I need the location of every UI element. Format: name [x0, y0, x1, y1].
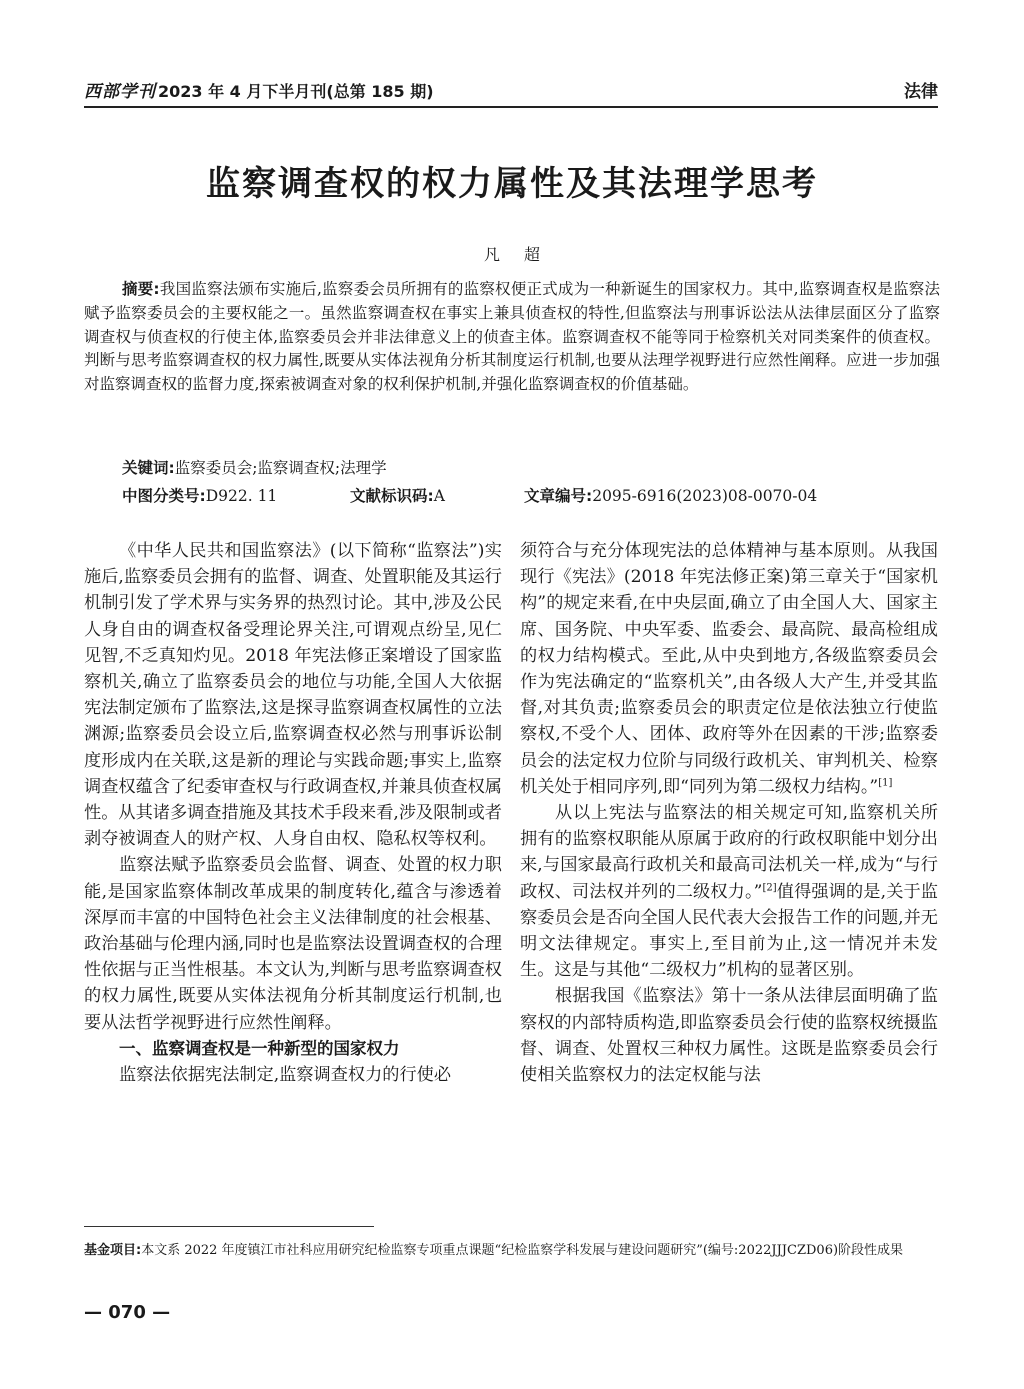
section-heading: 一、监察调查权是一种新型的国家权力 — [119, 1038, 400, 1058]
paragraph: 监察法依据宪法制定,监察调查权力的行使必 — [119, 1065, 452, 1086]
footnote-label: 基金项目: — [84, 1243, 142, 1258]
article-title: 监察调查权的权力属性及其法理学思考 — [206, 164, 818, 204]
footnote-divider — [84, 1226, 374, 1227]
body-column-left — [84, 538, 502, 1088]
citation-marker: [2] — [762, 881, 777, 893]
paragraph: 监察法赋予监察委员会监督、调查、处置的权力职能,是国家监察体制改革成果的制度转化,蕴含与渗透着深厚而丰富的中国特色社会主义法律制度的社会根基、政治基础与伦理内涵,同时也是监察法设置调查权的合理性依据与正当性根基。本文认为,判断与思考监察调查权的权力属性,既要从实体法视角分析其制度运行机制,也要从法哲学视野进行应然性阐释。 — [84, 855, 502, 1033]
article-no-value: 2095-6916(2023)08-0070-04 — [592, 487, 818, 505]
citation-marker: [1] — [878, 777, 893, 789]
journal-logo: 西部学刊 — [84, 82, 156, 102]
paragraph: 根据我国《监察法》第十一条从法律层面明确了监察权的内部特质构造,即监察委员会行使的监察权统摄监督、调查、处置权三种权力属性。这既是监察委员会行使相关监察权力的法定权能与法 — [520, 986, 938, 1086]
article-no-label: 文章编号: — [524, 487, 593, 505]
abstract — [84, 278, 940, 397]
article-no-item — [524, 484, 817, 506]
abstract-label: 摘要: — [122, 280, 160, 298]
page-number: — 070 — — [84, 1302, 171, 1323]
paragraph-text: 值得强调的是,关于监察委员会是否向全国人民代表大会报告工作的问题,并无明文法律规定。事实上,至目前为止,这一情况并未发生。这是与其他“二级权力”机构的显著区别。 — [520, 881, 938, 981]
clc-value: D922. 11 — [205, 487, 278, 505]
doc-code-label: 文献标识码: — [350, 487, 434, 505]
keywords-label: 关键词: — [122, 459, 175, 477]
doc-code-value: A — [433, 487, 445, 505]
author: 凡超 — [483, 245, 564, 264]
clc-label: 中图分类号: — [122, 487, 206, 505]
paragraph: 《中华人民共和国监察法》(以下简称“监察法”)实施后,监察委员会拥有的监督、调查、处置职能及其运行机制引发了学术界与实务界的热烈讨论。其中,涉及公民人身自由的调查权备受理论界关注,可谓观点纷呈,见仁见智,不乏真知灼见。2018 年宪法修正案增设了国家监察机关,确立了监察委员会的地位与功能,全国人大依据宪法制定颁布了监察法,这是探寻监察调查权属性的立法渊源;监察委员会设立后,监察调查权必然与刑事诉讼制度形成内在关联,这是新的理论与实践命题;事实上,监察调查权蕴含了纪委审查权与行政调查权,并兼具侦查权属性。从其诸多调查措施及其技术手段来看,涉及限制或者剥夺被调查人的财产权、人身自由权、隐私权等权利。 — [84, 541, 502, 850]
doc-code-item — [350, 484, 445, 506]
issue-info: 2023 年 4 月下半月刊(总第 185 期) — [158, 82, 434, 101]
paragraph — [520, 538, 938, 800]
footnote-text: 本文系 2022 年度镇江市社科应用研究纪检监察专项重点课题“纪检监察学科发展与建设问题研究”(编号:2022JJJCZD06)阶段性成果 — [141, 1243, 904, 1258]
keywords-text: 监察委员会;监察调查权;法理学 — [174, 459, 387, 477]
paragraph-text: 须符合与充分体现宪法的总体精神与基本原则。从我国现行《宪法》(2018 年宪法修正案)第三章关于“国家机构”的规定来看,在中央层面,确立了由全国人大、国家主席、国务院、中央军委、监委会、最高院、最高检组成的权力结构模式。至此,从中央到地方,各级监察委员会作为宪法确定的“监察机关”,由各级人大产生,并受其监督,对其负责;监察委员会的职责定位是依法独立行使监察权,不受个人、团体、政府等外在因素的干涉;监察委员会的法定权力位阶与同级行政机关、审判机关、检察机关处于相同序列,即“同列为第二级权力结构。” — [520, 541, 938, 797]
body-column-right — [520, 538, 938, 1088]
footnote — [84, 1240, 940, 1262]
section-label: 法律 — [904, 82, 938, 102]
clc-item — [122, 484, 277, 506]
running-header — [84, 68, 938, 108]
journal-issue — [84, 77, 434, 102]
keywords — [122, 456, 387, 478]
paragraph — [520, 800, 938, 983]
abstract-text: 我国监察法颁布实施后,监察委会员所拥有的监察权便正式成为一种新诞生的国家权力。其中,监察调查权是监察法赋予监察委员会的主要权能之一。虽然监察调查权在事实上兼具侦查权的特性,但监察法与刑事诉讼法从法律层面区分了监察调查权与侦查权的行使主体,监察委员会并非法律意义上的侦查主体。监察调查权不能等同于检察机关对同类案件的侦查权。判断与思考监察调查权的权力属性,既要从实体法视角分析其制度运行机制,也要从法理学视野进行应然性阐释。应进一步加强对监察调查权的监督力度,探索被调查对象的权利保护机制,并强化监察调查权的价值基础。 — [84, 280, 941, 394]
paragraph-text: 从以上宪法与监察法的相关规定可知,监察机关所拥有的监察权职能从原属于政府的行政权职能中划分出来,与国家最高行政机关和最高司法机关一样,成为“与行政权、司法权并列的二级权力。” — [520, 803, 938, 902]
